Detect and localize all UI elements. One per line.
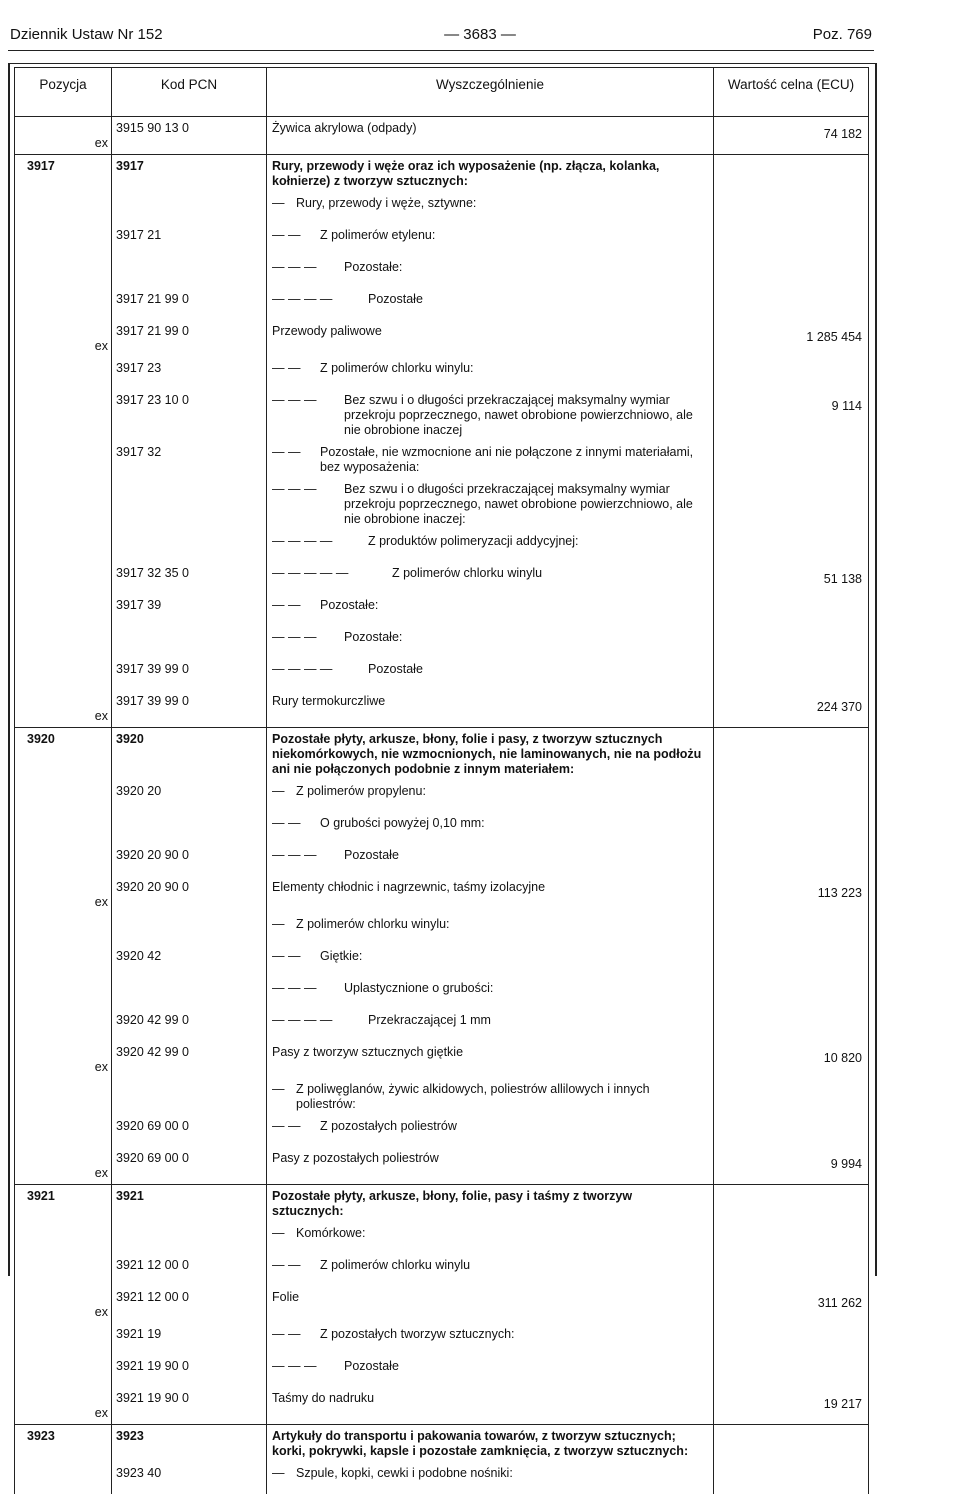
indent-dashes: — [272, 784, 296, 799]
cell-description [267, 1115, 714, 1147]
cell-pcn-code: 3917 21 99 0 [112, 320, 267, 357]
cell-customs-value: 113 223 [714, 876, 869, 913]
cell-description [267, 1462, 714, 1494]
description-text: Z pozostałych tworzyw sztucznych: [320, 1327, 707, 1342]
indent-dashes: — — — [272, 260, 344, 275]
table-row [15, 1286, 869, 1323]
cell-description [267, 945, 714, 977]
cell-customs-value [714, 192, 869, 224]
cell-description [267, 530, 714, 562]
description-text: Giętkie: [320, 949, 707, 964]
cell-description [267, 1147, 714, 1185]
table-row [15, 357, 869, 389]
description-text: Pozostałe: [320, 598, 707, 613]
description-text: Z pozostałych poliestrów [320, 1119, 707, 1134]
cell-position [15, 1254, 112, 1286]
table-row [15, 1254, 869, 1286]
table-row [15, 1078, 869, 1115]
cell-customs-value: 51 138 [714, 562, 869, 594]
position-number: 3920 [15, 732, 55, 747]
cell-position [15, 913, 112, 945]
journal-title: Dziennik Ustaw Nr 152 [10, 26, 163, 43]
table-row [15, 478, 869, 530]
cell-description [267, 389, 714, 441]
table-row [15, 913, 869, 945]
cell-description [267, 812, 714, 844]
table-row [15, 1009, 869, 1041]
tariff-table [14, 67, 869, 1494]
table-row [15, 1041, 869, 1078]
table-row [15, 844, 869, 876]
table-row [15, 256, 869, 288]
cell-pcn-code [112, 812, 267, 844]
cell-customs-value [714, 658, 869, 690]
cell-description [267, 1009, 714, 1041]
description-text: Pozostałe płyty, arkusze, błony, folie i pasy, z tworzyw sztucznych niekomórkowych, nie wzmocnionych, nie laminowanych, nie na podłożu ani nie połączonych podobnie z innym materiałem: [272, 732, 707, 777]
cell-position [15, 812, 112, 844]
table-row [15, 876, 869, 913]
cell-customs-value [714, 155, 869, 193]
cell-position [15, 192, 112, 224]
indent-dashes: — — — [272, 630, 344, 645]
description-text: Z polimerów chlorku winylu [392, 566, 707, 581]
cell-description [267, 1222, 714, 1254]
cell-description [267, 977, 714, 1009]
indent-dashes: — — [272, 228, 320, 243]
cell-position [15, 288, 112, 320]
ex-marker: ex [15, 709, 109, 724]
description-text: Artykuły do transportu i pakowania towarów, z tworzyw sztucznych; korki, pokrywki, kapsle i pozostałe zamknięcia, z tworzyw sztucznych: [272, 1429, 707, 1459]
description-text: Przewody paliwowe [272, 324, 707, 339]
cell-customs-value: 1 285 454 [714, 320, 869, 357]
cell-position [15, 530, 112, 562]
cell-pcn-code: 3917 21 99 0 [112, 288, 267, 320]
cell-position [15, 945, 112, 977]
cell-pcn-code: 3920 42 [112, 945, 267, 977]
ex-marker: ex [15, 1305, 109, 1320]
cell-pcn-code: 3915 90 13 0 [112, 117, 267, 155]
cell-pcn-code [112, 256, 267, 288]
cell-pcn-code: 3920 69 00 0 [112, 1147, 267, 1185]
cell-pcn-code: 3920 [112, 728, 267, 781]
cell-customs-value [714, 288, 869, 320]
description-text: Pozostałe [368, 662, 707, 677]
description-text: Pozostałe: [344, 630, 707, 645]
cell-description [267, 658, 714, 690]
table-row [15, 945, 869, 977]
description-text: Uplastycznione o grubości: [344, 981, 707, 996]
cell-description [267, 478, 714, 530]
cell-position [15, 1425, 112, 1463]
cell-description [267, 155, 714, 193]
cell-pcn-code: 3917 32 [112, 441, 267, 478]
description-text: Folie [272, 1290, 707, 1305]
table-row [15, 1425, 869, 1463]
cell-pcn-code: 3923 40 [112, 1462, 267, 1494]
cell-customs-value: 9 994 [714, 1147, 869, 1185]
cell-description [267, 913, 714, 945]
cell-pcn-code: 3921 19 [112, 1323, 267, 1355]
indent-dashes: — [272, 1226, 296, 1241]
cell-position [15, 658, 112, 690]
cell-description [267, 1355, 714, 1387]
indent-dashes: — — [272, 1327, 320, 1342]
description-text: Pozostałe [368, 292, 707, 307]
table-header-row [15, 68, 869, 117]
cell-description [267, 1185, 714, 1223]
indent-dashes: — [272, 1082, 296, 1097]
description-text: Z polimerów etylenu: [320, 228, 707, 243]
cell-pcn-code: 3917 39 [112, 594, 267, 626]
description-text: Pozostałe: [344, 260, 707, 275]
table-row [15, 626, 869, 658]
description-text: Szpule, kopki, cewki i podobne nośniki: [296, 1466, 707, 1481]
cell-position [15, 626, 112, 658]
cell-customs-value [714, 626, 869, 658]
cell-description [267, 594, 714, 626]
cell-customs-value [714, 780, 869, 812]
cell-customs-value [714, 224, 869, 256]
cell-customs-value: 10 820 [714, 1041, 869, 1078]
cell-position [15, 224, 112, 256]
cell-customs-value [714, 530, 869, 562]
cell-description [267, 320, 714, 357]
description-text: Z polimerów chlorku winylu: [320, 361, 707, 376]
cell-customs-value: 74 182 [714, 117, 869, 155]
cell-customs-value [714, 357, 869, 389]
cell-pcn-code: 3920 20 90 0 [112, 876, 267, 913]
cell-customs-value [714, 945, 869, 977]
cell-customs-value [714, 1323, 869, 1355]
indent-dashes: — — — [272, 848, 344, 863]
cell-customs-value [714, 1254, 869, 1286]
cell-pcn-code: 3917 39 99 0 [112, 690, 267, 728]
cell-customs-value [714, 728, 869, 781]
cell-position [15, 1115, 112, 1147]
cell-pcn-code: 3917 32 35 0 [112, 562, 267, 594]
cell-position [15, 1323, 112, 1355]
cell-pcn-code: 3920 42 99 0 [112, 1041, 267, 1078]
column-header-pcn-code: Kod PCN [112, 68, 267, 117]
indent-dashes: — — — [272, 981, 344, 996]
cell-description [267, 1323, 714, 1355]
description-text: Rury termokurczliwe [272, 694, 707, 709]
indent-dashes: — — — [272, 1359, 344, 1374]
description-text: Żywica akrylowa (odpady) [272, 121, 707, 136]
cell-position [15, 357, 112, 389]
cell-customs-value [714, 844, 869, 876]
description-text: Z polimerów chlorku winylu [320, 1258, 707, 1273]
cell-pcn-code: 3920 69 00 0 [112, 1115, 267, 1147]
table-row [15, 1323, 869, 1355]
cell-position [15, 728, 112, 781]
table-row [15, 562, 869, 594]
description-text: Bez szwu i o długości przekraczającej maksymalny wymiar przekroju poprzecznego, nawet obrobione powierzchniowo, ale nie obrobione inaczej [344, 393, 707, 438]
table-row [15, 1462, 869, 1494]
description-text: Pozostałe, nie wzmocnione ani nie połączone z innymi materiałami, bez wyposażenia: [320, 445, 707, 475]
cell-position [15, 155, 112, 193]
indent-dashes: — — [272, 598, 320, 613]
cell-customs-value [714, 256, 869, 288]
header-rule [8, 50, 874, 51]
table-row [15, 1185, 869, 1223]
cell-pcn-code: 3921 19 90 0 [112, 1387, 267, 1425]
table-row [15, 389, 869, 441]
table-row [15, 288, 869, 320]
cell-customs-value [714, 1115, 869, 1147]
table-row [15, 1387, 869, 1425]
cell-customs-value [714, 812, 869, 844]
cell-pcn-code [112, 913, 267, 945]
cell-position [15, 256, 112, 288]
table-row [15, 1147, 869, 1185]
table-row [15, 224, 869, 256]
cell-position [15, 876, 112, 913]
cell-description [267, 780, 714, 812]
table-row [15, 530, 869, 562]
cell-description [267, 1078, 714, 1115]
cell-pcn-code: 3917 23 [112, 357, 267, 389]
description-text: Rury, przewody i węże, sztywne: [296, 196, 707, 211]
ex-marker: ex [15, 1406, 109, 1421]
description-text: Pozostałe [344, 848, 707, 863]
table-row [15, 192, 869, 224]
cell-pcn-code: 3917 21 [112, 224, 267, 256]
cell-position [15, 1355, 112, 1387]
column-header-description: Wyszczególnienie [267, 68, 714, 117]
cell-description [267, 1041, 714, 1078]
cell-position [15, 1041, 112, 1078]
cell-description [267, 357, 714, 389]
table-row [15, 812, 869, 844]
cell-customs-value [714, 1009, 869, 1041]
indent-dashes: — — — — [272, 534, 368, 549]
cell-pcn-code: 3920 42 99 0 [112, 1009, 267, 1041]
cell-pcn-code: 3917 [112, 155, 267, 193]
indent-dashes: — — — — [272, 662, 368, 677]
column-header-position: Pozycja [15, 68, 112, 117]
cell-customs-value [714, 441, 869, 478]
description-text: Bez szwu i o długości przekraczającej maksymalny wymiar przekroju poprzecznego, nawet obrobione powierzchniowo, ale nie obrobione inaczej: [344, 482, 707, 527]
indent-dashes: — — [272, 1119, 320, 1134]
column-header-customs-value: Wartość celna (ECU) [714, 68, 869, 117]
description-text: Pasy z pozostałych poliestrów [272, 1151, 707, 1166]
table-row [15, 1115, 869, 1147]
ex-marker: ex [15, 1060, 109, 1075]
cell-description [267, 1286, 714, 1323]
cell-description [267, 1387, 714, 1425]
cell-position [15, 1078, 112, 1115]
table-row [15, 690, 869, 728]
indent-dashes: — — [272, 1258, 320, 1273]
description-text: Elementy chłodnic i nagrzewnic, taśmy izolacyjne [272, 880, 707, 895]
cell-description [267, 256, 714, 288]
cell-position [15, 562, 112, 594]
cell-position [15, 117, 112, 155]
description-text: Z polimerów propylenu: [296, 784, 707, 799]
table-row [15, 780, 869, 812]
description-text: Pozostałe płyty, arkusze, błony, folie, pasy i taśmy z tworzyw sztucznych: [272, 1189, 707, 1219]
cell-description [267, 876, 714, 913]
description-text: Z polimerów chlorku winylu: [296, 917, 707, 932]
cell-pcn-code [112, 626, 267, 658]
position-number: Poz. 769 [813, 26, 872, 43]
table-row [15, 155, 869, 193]
cell-pcn-code: 3921 19 90 0 [112, 1355, 267, 1387]
cell-description [267, 1254, 714, 1286]
cell-customs-value [714, 1462, 869, 1494]
cell-description [267, 192, 714, 224]
table-row [15, 320, 869, 357]
position-number: 3917 [15, 159, 55, 174]
page-number: — 3683 — [0, 26, 960, 43]
cell-description [267, 441, 714, 478]
cell-description [267, 562, 714, 594]
cell-pcn-code: 3920 20 [112, 780, 267, 812]
cell-customs-value [714, 1425, 869, 1463]
cell-pcn-code: 3917 39 99 0 [112, 658, 267, 690]
description-text: Pozostałe [344, 1359, 707, 1374]
cell-position [15, 1222, 112, 1254]
table-row [15, 594, 869, 626]
cell-position [15, 690, 112, 728]
indent-dashes: — — [272, 445, 320, 460]
cell-pcn-code: 3920 20 90 0 [112, 844, 267, 876]
cell-pcn-code [112, 977, 267, 1009]
indent-dashes: — — [272, 361, 320, 376]
cell-position [15, 1387, 112, 1425]
cell-position [15, 1009, 112, 1041]
table-row [15, 728, 869, 781]
ex-marker: ex [15, 339, 109, 354]
description-text: Przekraczającej 1 mm [368, 1013, 707, 1028]
cell-customs-value [714, 1222, 869, 1254]
cell-position [15, 320, 112, 357]
description-text: Pasy z tworzyw sztucznych giętkie [272, 1045, 707, 1060]
cell-customs-value [714, 977, 869, 1009]
cell-description [267, 844, 714, 876]
cell-pcn-code [112, 1078, 267, 1115]
cell-description [267, 626, 714, 658]
description-text: O grubości powyżej 0,10 mm: [320, 816, 707, 831]
ex-marker: ex [15, 136, 109, 151]
description-text: Z produktów polimeryzacji addycyjnej: [368, 534, 707, 549]
indent-dashes: — [272, 1466, 296, 1481]
cell-position [15, 1462, 112, 1494]
indent-dashes: — — — [272, 393, 344, 408]
cell-customs-value [714, 1185, 869, 1223]
cell-description [267, 117, 714, 155]
cell-customs-value [714, 1355, 869, 1387]
cell-description [267, 224, 714, 256]
indent-dashes: — — [272, 949, 320, 964]
indent-dashes: — — — — [272, 1013, 368, 1028]
cell-position [15, 1286, 112, 1323]
table-row [15, 441, 869, 478]
ex-marker: ex [15, 895, 109, 910]
cell-description [267, 288, 714, 320]
table-row [15, 658, 869, 690]
cell-position [15, 780, 112, 812]
description-text: Rury, przewody i węże oraz ich wyposażenie (np. złącza, kolanka, kołnierze) z tworzyw sztucznych: [272, 159, 707, 189]
description-text: Komórkowe: [296, 1226, 707, 1241]
cell-customs-value [714, 478, 869, 530]
position-number: 3923 [15, 1429, 55, 1444]
table-row [15, 1355, 869, 1387]
table-row [15, 1222, 869, 1254]
table-row [15, 117, 869, 155]
description-text: Taśmy do nadruku [272, 1391, 707, 1406]
cell-pcn-code [112, 530, 267, 562]
ex-marker: ex [15, 1166, 109, 1181]
indent-dashes: — — — — — [272, 566, 392, 581]
cell-pcn-code: 3921 12 00 0 [112, 1254, 267, 1286]
cell-position [15, 977, 112, 1009]
cell-customs-value: 9 114 [714, 389, 869, 441]
cell-position [15, 844, 112, 876]
cell-customs-value: 224 370 [714, 690, 869, 728]
indent-dashes: — [272, 196, 296, 211]
description-text: Z poliwęglanów, żywic alkidowych, poliestrów allilowych i innych poliestrów: [296, 1082, 707, 1112]
cell-pcn-code: 3923 [112, 1425, 267, 1463]
table-body [15, 117, 869, 1494]
cell-pcn-code: 3917 23 10 0 [112, 389, 267, 441]
cell-description [267, 690, 714, 728]
cell-position [15, 1185, 112, 1223]
indent-dashes: — — [272, 816, 320, 831]
cell-position [15, 1147, 112, 1185]
cell-description [267, 728, 714, 781]
cell-customs-value [714, 1078, 869, 1115]
cell-pcn-code: 3921 [112, 1185, 267, 1223]
indent-dashes: — — — — [272, 292, 368, 307]
cell-pcn-code: 3921 12 00 0 [112, 1286, 267, 1323]
cell-position [15, 389, 112, 441]
cell-position [15, 441, 112, 478]
cell-pcn-code [112, 478, 267, 530]
cell-position [15, 478, 112, 530]
cell-position [15, 594, 112, 626]
indent-dashes: — — — [272, 482, 344, 497]
cell-pcn-code [112, 192, 267, 224]
table-row [15, 977, 869, 1009]
cell-description [267, 1425, 714, 1463]
cell-customs-value: 311 262 [714, 1286, 869, 1323]
position-number: 3921 [15, 1189, 55, 1204]
indent-dashes: — [272, 917, 296, 932]
cell-customs-value: 19 217 [714, 1387, 869, 1425]
cell-customs-value [714, 594, 869, 626]
cell-pcn-code [112, 1222, 267, 1254]
cell-customs-value [714, 913, 869, 945]
